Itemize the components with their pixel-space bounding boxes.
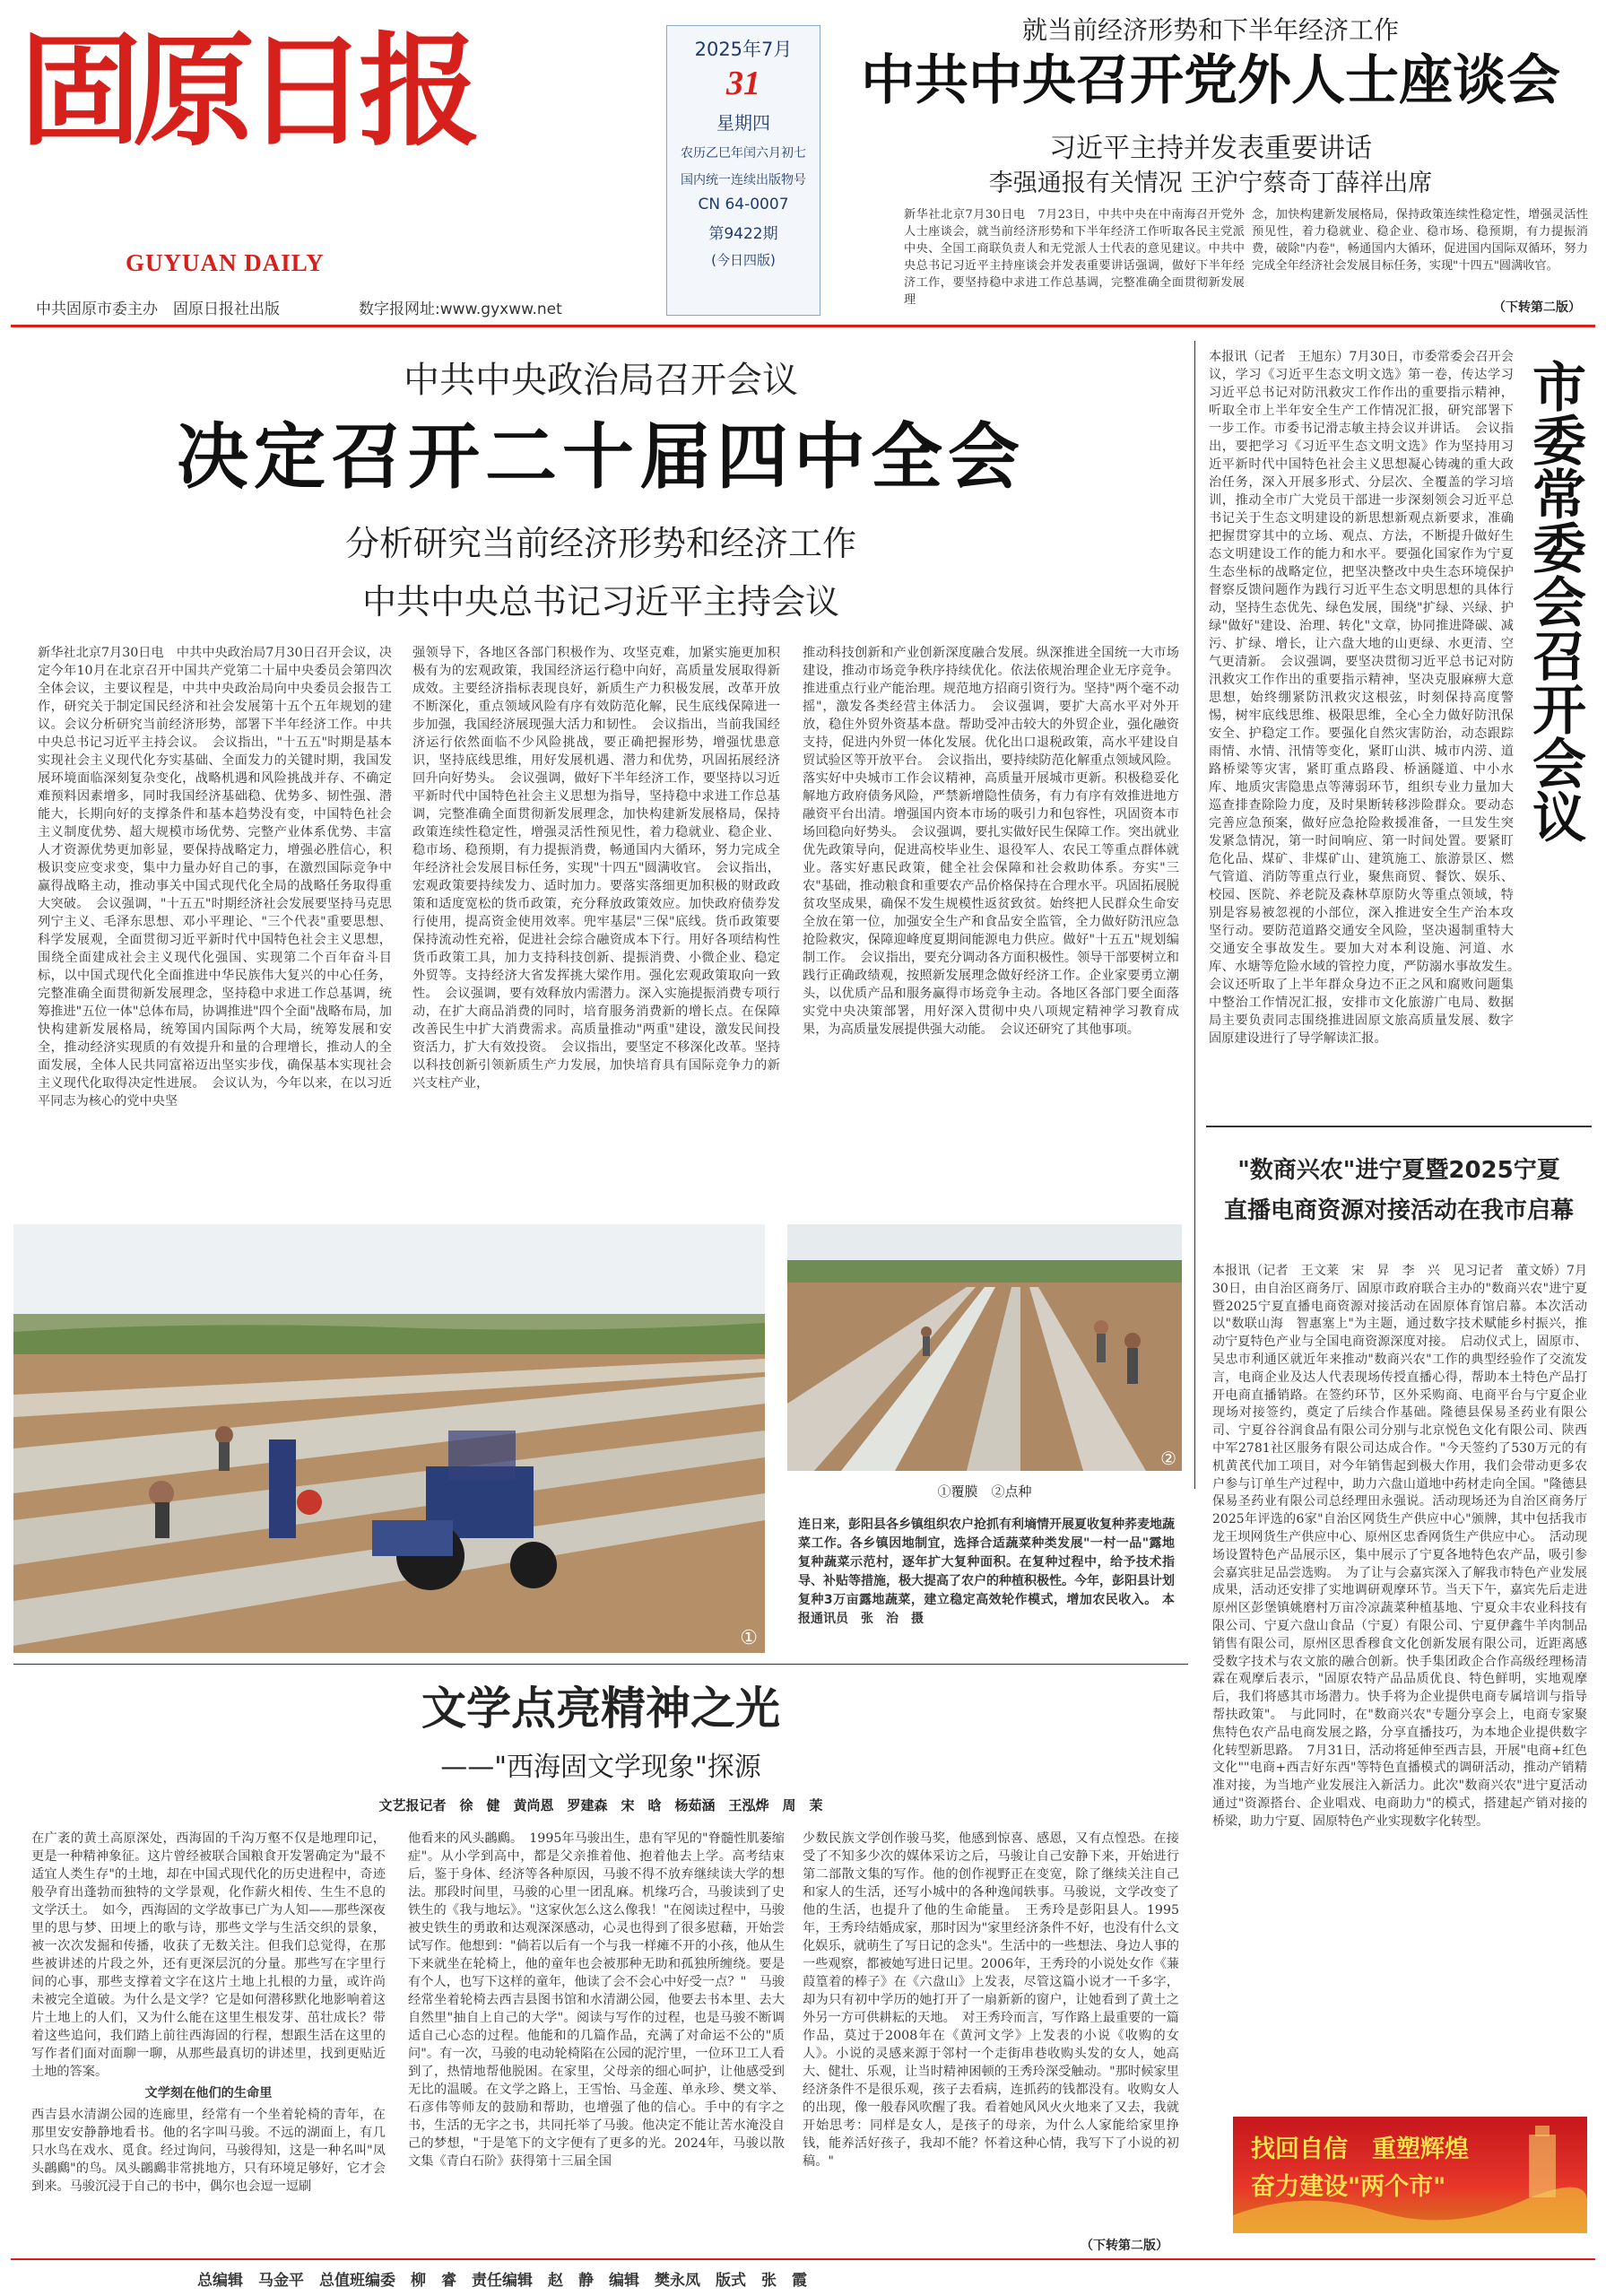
slogan-banner	[1233, 2117, 1587, 2233]
banner-line2: 奋力建设"两个市"	[1251, 2173, 1446, 2201]
top-story-col2: 念，加快构建新发展格局，保持政策连续性稳定性，增强灵活性预见性，着力稳就业、稳企业、稳市场、稳预期，有力提振消费，破除"内卷"，畅通国内大循环，促进国内国际双循环，努力完成全年经济社会发展目标任务，实现"十四五"圆满收官。	[1252, 208, 1588, 273]
footer-credits: 总编辑 马金平 总值班编委 柳 睿 责任编辑 赵 静 编辑 樊永凤 版式 张 霞	[197, 2272, 807, 2290]
masthead-sponsor: 中共固原市委主办 固原日报社出版	[36, 300, 280, 318]
top-headline: 中共中央召开党外人士座谈会	[861, 49, 1560, 112]
feature-col1: 在广袤的黄土高原深处，西海固的千沟万壑不仅是地理印记，更是一种精神象征。这片曾经被联合国粮食开发署确定为"最不适宜人类生存"的土地，却在中国式现代化的历史进程中，奇迹般孕育出蓬勃而独特的文学景观，化作薪火相传、生生不息的文学沃土。 如今，西海固的文学故事已广为人知——那些深夜里的思与梦、田埂上的歌与诗，那些文学与生活交织的景象，被一次次发掘和传播，收获了无数关注。但我们总觉得，在那些被讲述的片段之外，还有更深层沉的分量。那些写在字里行间的心事，那些支撑着文字在这片土地上扎根的力量，或许尚未被完全道破。为什么是文学？它是如何潜移默化地影响着这片土地上的人们，又为什么能在这里生根发芽、茁壮成长？带着这些追问，我们踏上前往西海固的行程，想跟生活在这里的写作者们面对面聊一聊，从那些最真切的讲述里，找到更贴近土地的答案。 文学刻在他们的生命里 西吉县水清湖公园的连廊里，经常有一个坐着轮椅的青年，在那里安安静静地看书。他的名字叫马骏。不远的湖面上，有几只水鸟在戏水、觅食。经过询问，马骏得知，这是一种名叫"凤头鸊鷉"的鸟。凤头鸊鷉非常挑地方，只有环境足够好，它才会到来。马骏沉浸于自己的书中，偶尔也会逗一逗刷	[31, 1831, 386, 2194]
photo-caption: 连日来，彭阳县各乡镇组织农户抢抓有利墒情开展夏收复种荞麦地蔬菜工作。各乡镇因地制宜，选择合适蔬菜种类发展"一村一品"露地复种蔬菜示范村，逐年扩大复种面积。在复种过程中，给予技术指导、补贴等措施，极大提高了农户的种植积极性。今年，彭阳县计划复种3万亩露地蔬菜，建立稳定高效轮作模式，增加农民收入。 本报通讯员 张 治 摄	[798, 1518, 1175, 1626]
lead-sub2: 中共中央总书记习近平主持会议	[361, 582, 839, 622]
lead-col1: 新华社北京7月30日电 中共中央政治局7月30日召开会议，决定今年10月在北京召开中国共产党第二十届中央委员会第四次全体会议，主要议程是，中共中央政治局向中央委员会报告工作，研究关于制定国民经济和社会发展第十五个五年规划的建议。会议分析研究当前经济形势，部署下半年经济工作。中共中央总书记习近平主持会议。 会议指出，"十五五"时期是基本实现社会主义现代化夯实基础、全面发力的关键时期，我国发展环境面临深刻复杂变化，战略机遇和风险挑战并存、不确定难预料因素增多，同时我国经济基础稳、优势多、韧性强、潜能大，长期向好的支撑条件和基本趋势没有变，中国特色社会主义制度优势、超大规模市场优势、完整产业体系优势、丰富人才资源优势更加彰显，要保持战略定力，增强必胜信心，积极识变应变求变，集中力量办好自己的事，在激烈国际竞争中赢得战略主动，推动事关中国式现代化全局的战略任务取得重大突破。 会议强调，"十五五"时期经济社会发展要坚持马克思列宁主义、毛泽东思想、邓小平理论、"三个代表"重要思想、科学发展观，全面贯彻习近平新时代中国特色社会主义思想，围绕全面建成社会主义现代化强国、实现第二个百年奋斗目标，以中国式现代化全面推进中华民族伟大复兴的中心任务，完整准确全面贯彻新发展理念，坚持稳中求进工作总基调，统筹推进"五位一体"总体布局，协调推进"四个全面"战略布局，加快构建新发展格局，统筹国内国际两个大局，统筹发展和安全，推动经济实现质的有效提升和量的合理增长，推动人的全面发展，全体人民共同富裕迈出坚实步伐，确保基本实现社会主义现代化取得决定性进展。 会议认为，今年以来，在以习近平同志为核心的党中央坚	[38, 646, 392, 1109]
ecommerce-headline1: "数商兴农"进宁夏暨2025宁夏	[1237, 1157, 1560, 1184]
ecommerce-headline2: 直播电商资源对接活动在我市启幕	[1223, 1197, 1574, 1224]
feature-subhead: ——"西海固文学现象"探源	[440, 1752, 761, 1783]
footer-divider	[11, 2258, 1595, 2260]
feature-byline: 文艺报记者 徐 健 黄尚恩 罗建森 宋 晗 杨茹涵 王泓烨 周 茉	[378, 1797, 823, 1813]
top-subhead2: 李强通报有关情况 王沪宁蔡奇丁薛祥出席	[988, 170, 1433, 197]
side-divider	[1206, 1126, 1592, 1127]
date-weekday: 星期四	[716, 112, 770, 134]
side-story-headline: 市委常委会召开会议	[1524, 359, 1586, 843]
date-cn: CN 64-0007	[698, 196, 789, 213]
feature-col2: 他看来的风头鸊鷉。 1995年马骏出生，患有罕见的"脊髓性肌萎缩症"。从小学到高中，都是父亲推着他、抱着他去上学。高考结束后，鉴于身体、经济等各种原因，马骏不得不放弃继续读大学的想法。那段时间里，马骏的心里一团乱麻。机缘巧合，马骏读到了史铁生的《我与地坛》。"这家伙怎么这么像我！"在阅读过程中，马骏被史铁生的勇敢和达观深深感动，心灵也得到了很多慰藉，开始尝试写作。他想到："倘若以后有一个与我一样瘫不开的小孩，他从生下来就坐在轮椅上，他的童年也会被那种无助和孤独所缠绕。要是有个人，也写下这样的童年，他读了会不会心中好受一点？" 马骏经常坐着轮椅去西吉县图书馆和水清湖公园，他要去书本里、去大自然里"抽自上自己的大学"。阅读与写作的过程，也是马骏不断调适自己心态的过程。他能和的几篇作品，充满了对命运不公的"质问"。有一次，马骏的电动轮椅陷在公园的泥泞里，一位环卫工人看到了，热情地帮他脱困。在家里，父母亲的细心呵护，让他感受到无比的温暖。在文学之路上，王雪怡、马金莲、单永珍、樊文举、石彦伟等师友的鼓励和帮助，也增强了他的信心。手中的有字之书，生活的无字之书，共同托举了马骏。他决定不能让苦水淹没自己的梦想，"于是笔下的文字便有了更多的光。2024年，马骏以散文集《青白石阶》获得第十三届全国	[408, 1831, 785, 2169]
feature-headline: 文学点亮精神之光	[421, 1683, 780, 1735]
feature-col3: 少数民族文学创作骏马奖，他感到惊喜、感恩，又有点惶恐。在接受了不知多少次的媒体采访之后，马骏让自己安静下来，开始进行第二部散文集的写作。他的创作视野正在变宽，除了继续关注自己和家人的生活，还写小城中的各种逸闻轶事。马骏说，文学改变了他的生活，也提升了他的生命能量。 王秀玲是彭阳县人。1995年，王秀玲结婚成家，那时因为"家里经济条件不好，也没有什么文化娱乐，就萌生了写日记的念头"。生活中的一些想法、身边人事的一些观察，都被她写进日记里。2006年，王秀玲的小说处女作《蒹葭篁着的棒子》在《六盘山》上发表，尽管这篇小说才一千多字，却为只有初中学历的她打开了一扇新新的窗户，让她看到了黄土之外另一方可供耕耘的天地。 对王秀玲而言，写作路上最重要的一篇作品，莫过于2008年在《黄河文学》上发表的小说《收购的女人》。小说的灵感来源于邻村一个走街串巷收购头发的女人，她高大、健壮、乐观，让当时精神困顿的王秀玲深受触动。"那时候家里经济条件不是很乐观，孩子去看病，连抓药的钱都没有。收购女人的出现，像一般春风吹醒了我。看着她风风火火地来了又去，我就开始思考：同样是女人，是孩子的母亲，为什么人家能给家里挣钱，能养活好孩子，我却不能？怀着这种心情，我写下了小说的初稿。"	[803, 1831, 1179, 2169]
ecommerce-body: 本报讯（记者 王文莱 宋 昇 李 兴 见习记者 董文娇）7月30日，由自治区商务厅、固原市政府联合主办的"数商兴农"进宁夏暨2025宁夏直播电商资源对接活动在固原体育馆启幕。本次活动以"数联山海 智惠塞上"为主题，通过数字技术赋能乡村振兴，推动宁夏特色产业与全国电商资源深度对接。 启动仪式上，固原市、吴忠市利通区就近年来推动"数商兴农"工作的典型经验作了交流发言，电商企业及达人代表现场传授直播心得，帮助本土特色产品打开电商直播销路。在签约环节，区外采购商、电商平台与宁夏企业现场对接签约，奠定了后续合作基础。隆德县保易圣药业有限公司、宁夏谷谷润食品有限公司分别与北京悦色文化有限公司、陕西中军2781社区服务有限公司达成合作。"今天签约了530万元的有机黄芪代加工项目，对今年销售起到极大作用，我们会带动更多农户参与订单生产过程中，助力六盘山道地中药材走向全国。"隆德县保易圣药业有限公司总经理田永强说。活动现场还为自治区商务厅2025年评选的6家"自治区网货生产供应中心"颁牌，其中包括我市龙王坝网货生产供应中心、原州区忠香网货生产供应中心。 活动现场设置特色产品展示区，集中展示了宁夏各地特色农产品，吸引参会嘉宾驻足品尝选购。 为了让与会嘉宾深入了解我市特色产业发展成果，活动还安排了实地调研观摩环节。当天下午，嘉宾先后走进原州区彭堡镇姚磨村万亩冷凉蔬菜种植基地、宁夏众丰农业科技有限公司、宁夏六盘山食品（宁夏）有限公司、宁夏伊鑫牛羊肉制品销售有限公司，原州区思香穆食文化创新发展有限公司，近距离感受数字技术与农文旅的融合创新。快手集团政企合作高级经理杨清霖在观摩后表示，"固原农特产品品质优良、特色鲜明，实地观摩后，我们将感其市场潜力。快手将为企业提供电商专属培训与指导帮扶政策"。 与此同时，在"数商兴农"专题分享会上，电商专家聚焦特色农产品电商发展之路，分享直播技巧，为本地企业提供数字化转型新思路。 7月31日，活动将延伸至西吉县，开展"电商+红色文化""电商+西吉好东西"等特色直播模式的调研活动，推动产销精准对接，为当地产业发展注入新活力。此次"数商兴农"进宁夏活动通过"资源搭台、企业唱戏、电商助力"的模式，搭建起产销对接的桥梁，助力宁夏、固原特色产业实现数字化转型。	[1212, 1264, 1587, 1829]
lead-kicker: 中共中央政治局召开会议	[404, 360, 798, 401]
date-pages: (今日四版)	[711, 252, 776, 268]
photo-divider	[13, 1664, 1188, 1665]
date-serial-label: 国内统一连续出版物号	[681, 173, 806, 187]
photo1-label: ①	[740, 1627, 758, 1649]
planting-scene	[787, 1224, 1182, 1471]
banner-line1: 找回自信 重塑辉煌	[1251, 2135, 1469, 2163]
date-day: 31	[726, 65, 760, 102]
date-year-month: 2025年7月	[694, 39, 793, 60]
lead-sub1: 分析研究当前经济形势和经济工作	[344, 524, 856, 563]
top-story-col1: 新华社北京7月30日电 7月23日，中共中央在中南海召开党外人士座谈会，就当前经济形势和下半年经济工作听取各民主党派中央、全国工商联负责人和无党派人士代表的意见建议。中共中央总书记习近平主持座谈会并发表重要讲话强调，做好下半年经济工作，要坚持稳中求进工作总基调，完整准确全面贯彻新发展理	[904, 208, 1245, 307]
photo-legend: ①覆膜 ②点种	[937, 1483, 1032, 1500]
top-subhead1: 习近平主持并发表重要讲话	[1049, 133, 1372, 164]
english-name: GUYUAN DAILY	[126, 249, 325, 276]
feature-inner-subhead: 文学刻在他们的生命里	[144, 2086, 273, 2100]
masthead-divider	[11, 325, 1595, 327]
date-issue: 第9422期	[708, 225, 778, 243]
photo-planting	[787, 1224, 1182, 1471]
date-lunar: 农历乙巳年闰六月初七	[681, 146, 806, 161]
masthead-logo: 固原日报	[20, 20, 472, 163]
side-story-body: 本报讯（记者 王旭东）7月30日，市委常委会召开会议，学习《习近平生态文明文选》第一卷，传达学习习近平总书记对防汛救灾工作作出的重要指示精神，听取全市上半年安全生产工作情况汇报，研究部署下一步工作。市委书记滑志敏主持会议并讲话。 会议指出，要把学习《习近平生态文明文选》作为坚持用习近平新时代中国特色社会主义思想凝心铸魂的重大政治任务，深入开展多形式、分层次、全覆盖的学习培训，推动全市广大党员干部进一步深刻领会习近平总书记关于生态文明建设的新思想新观点新要求，准确把握贯穿其中的立场、观点、方法，不断提升做好生态文明建设工作的能力和水平。要强化国家作为宁夏生态坐标的战略定位，把坚决整改中央生态环境保护督察反馈问题作为践行习近平生态文明思想的具体行动，坚持生态优先、绿色发展，围绕"扩绿、兴绿、护绿"做好"建设、治理、转化"文章，协同推进降碳、减污、扩绿、增长，让六盘大地的山更绿、水更清、空气更清新。 会议强调，要坚决贯彻习近平总书记对防汛救灾工作作出的重要指示精神，坚决克服麻痹大意思想，始终绷紧防汛救灾这根弦，时刻保持高度警惕，树牢底线思维、极限思维，全心全力做好防汛保安全、护稳定工作。要强化自然灾害防治，动态跟踪雨情、水情、汛情等变化，紧盯山洪、城市内涝、道路桥梁等灾害，紧盯重点路段、桥涵隧道、中小水库、地质灾害隐患点等薄弱环节，组织专业力量加大巡查排查除险力度，及时果断转移涉险群众。要动态完善应急预案，做好应急抢险救援准备，一旦发生突发紧急情况，第一时间响应、第一时间处置。要紧盯危化品、煤矿、非煤矿山、建筑施工、旅游景区、燃气管道、消防等重点行业，聚焦商贸、餐饮、娱乐、校园、医院、养老院及森林草原防火等重点领域，特别是容易被忽视的小部位，深入推进安全生产治本攻坚行动。要防范道路交通安全风险，坚决遏制重特大交通安全事故发生。要加大对本利设施、河道、水库、水塘等危险水域的管控力度，严防溺水事故发生。 会议还听取了上半年群众身边不正之风和腐败问题集中整治工作情况汇报，安排市文化旅游广电局、数据局主要负责同志围绕推进固原文旅高质量发展、数字固原建设进行了导学解读汇报。	[1209, 350, 1527, 1046]
date-box	[666, 25, 820, 316]
lead-col3: 推动科技创新和产业创新深度融合发展。纵深推进全国统一大市场建设，推动市场竞争秩序持续优化。依法依规治理企业无序竞争。推进重点行业产能治理。规范地方招商引资行为。坚持"两个毫不动摇"，激发各类经营主体活力。 会议强调，要扩大高水平对外开放，稳住外贸外资基本盘。帮助受冲击较大的外贸企业，强化融资支持，促进内外贸一体化发展。优化出口退税政策，高水平建设自贸试验区等开放平台。 会议指出，要持续防范化解重点领域风险。落实好中央城市工作会议精神，高质量开展城市更新。积极稳妥化解地方政府债务风险，严禁新增隐性债务，有力有序有效推进地方融资平台出清。增强国内资本市场的吸引力和包容性，巩固资本市场回稳向好势头。 会议强调，要扎实做好民生保障工作。突出就业优先政策导向，促进高校毕业生、退役军人、农民工等重点群体就业。落实好惠民政策，健全社会保障和社会救助体系。夯实"三农"基础，推动粮食和重要农产品价格保持在合理水平。巩固拓展脱贫攻坚成果，确保不发生规模性返贫致贫。始终把人民群众生命安全放在第一位，加强安全生产和食品安全监管，全力做好防汛应急抢险救灾，保障迎峰度夏期间能源电力供应。做好"十五五"规划编制工作。 会议指出，要充分调动各方面积极性。领导干部要树立和践行正确政绩观，按照新发展理念做好经济工作。企业家要勇立潮头，以优质产品和服务赢得市场竞争主动。各地区各部门要全面落实党中央决策部署，用好深入贯彻中央八项规定精神学习教育成果，为高质量发展提供强大动能。 会议还研究了其他事项。	[803, 646, 1179, 1037]
feature-continued: （下转第二版）	[1081, 2239, 1168, 2253]
top-kicker: 就当前经济形势和下半年经济工作	[1021, 15, 1399, 45]
masthead-website[interactable]: 数字报网址:www.gyxww.net	[359, 300, 562, 318]
photo2-label: ②	[1160, 1448, 1176, 1469]
tractor-scene	[13, 1224, 765, 1653]
right-column-rule	[1194, 341, 1195, 1489]
top-continued: （下转第二版）	[1493, 300, 1581, 315]
lead-headline: 决定召开二十届四中全会	[177, 415, 1025, 499]
photo-tractor	[13, 1224, 765, 1653]
lead-col2: 强领导下，各地区各部门积极作为、攻坚克难，加紧实施更加积极有为的宏观政策，我国经济运行稳中向好，高质量发展取得新成效。主要经济指标表现良好，新质生产力积极发展，改革开放不断深化，重点领域风险有序有效防范化解，民生底线保障进一步加强，我国经济展现强大活力和韧性。 会议指出，当前我国经济运行依然面临不少风险挑战，要正确把握形势，增强忧患意识，坚持底线思维，用好发展机遇、潜力和优势，巩固拓展经济回升向好势头。 会议强调，做好下半年经济工作，要坚持以习近平新时代中国特色社会主义思想为指导，坚持稳中求进工作总基调，完整准确全面贯彻新发展理念，加快构建新发展格局，保持政策连续性稳定性，增强灵活性预见性，着力稳就业、稳企业、稳市场、稳预期，有力提振消费，畅通国内大循环，努力完成全年经济社会发展目标任务，实现"十四五"圆满收官。 会议指出，宏观政策要持续发力、适时加力。要落实落细更加积极的财政政策和适度宽松的货币政策，充分释放政策效应。加快政府债券发行使用，提高资金使用效率。兜牢基层"三保"底线。货币政策要保持流动性充裕，促进社会综合融资成本下行。用好各项结构性货币政策工具，加力支持科技创新、提振消费、小微企业、稳定外贸等。支持经济大省发挥挑大梁作用。强化宏观政策取向一致性。 会议强调，要有效释放内需潜力。深入实施提振消费专项行动，在扩大商品消费的同时，培育服务消费新的增长点。在保障改善民生中扩大消费需求。高质量推动"两重"建设，激发民间投资活力，扩大有效投资。 会议指出，要坚定不移深化改革。坚持以科技创新引领新质生产力发展，加快培育具有国际竞争力的新兴支柱产业，	[412, 646, 780, 1091]
